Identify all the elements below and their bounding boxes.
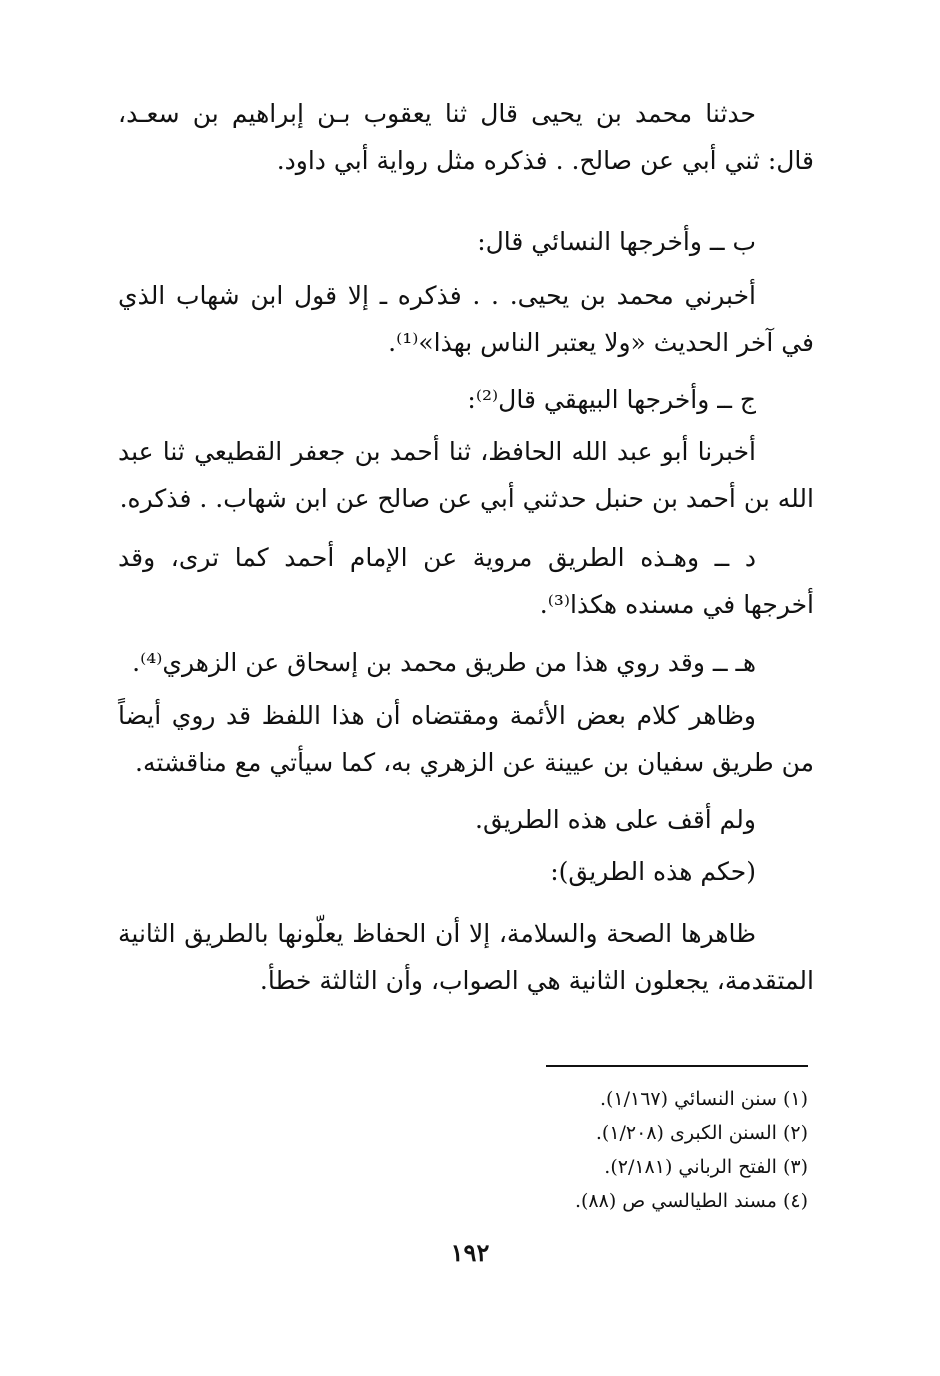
paragraph-isnad-yaqub: حدثنا محمد بن يحيى قال ثنا يعقوب بـن إبراهيم بن سعـد، قال: ثني أبي عن صالح. . فذكره مثل رواية أبي داود. — [118, 99, 814, 175]
paragraph-ahmad-musnad: د ــ وهـذه الطريق مروية عن الإمام أحمد كما ترى، وقد أخرجها في مسنده هكذا⁽³⁾. — [118, 543, 814, 619]
footnote-1: (١) سنن النسائي (١/١٦٧). — [599, 1088, 808, 1110]
paragraph-nasai-heading: ب ــ وأخرجها النسائي قال: — [477, 227, 756, 256]
footnote-3: (٣) الفتح الرباني (٢/١٨١). — [604, 1156, 808, 1178]
footnotes — [480, 1082, 808, 1218]
paragraph-bayhaqi-text: أخبرنا أبو عبد الله الحافظ، ثنا أحمد بن جعفر القطيعي ثنا عبد الله بن أحمد بن حنبل حدثني أبي عن صالح عن ابن شهاب. . فذكره. — [118, 437, 814, 513]
paragraph-bayhaqi-heading: ج ــ وأخرجها البيهقي قال⁽²⁾: — [467, 385, 756, 414]
paragraph-sufyan: وظاهر كلام بعض الأئمة ومقتضاه أن هذا اللفظ قد روي أيضاً من طريق سفيان بن عيينة عن الزهري به، كما سيأتي مع مناقشته. — [118, 701, 814, 777]
paragraph-ibn-ishaq: هـ ــ وقد روي هذا من طريق محمد بن إسحاق عن الزهري⁽⁴⁾. — [132, 648, 756, 677]
paragraph-not-found: ولم أقف على هذه الطريق. — [475, 805, 756, 834]
footnote-2: (٢) السنن الكبرى (١/٢٠٨). — [595, 1122, 808, 1144]
page-number: ١٩٢ — [450, 1238, 490, 1267]
paragraph-ruling-heading: (حكم هذه الطريق): — [550, 857, 756, 886]
paragraph-ruling-text: ظاهرها الصحة والسلامة، إلا أن الحفاظ يعلّونها بالطريق الثانية المتقدمة، يجعلون الثانية هي الصواب، وأن الثالثة خطأ. — [118, 919, 814, 995]
paragraph-nasai-text: أخبرني محمد بن يحيى. . . فذكره ـ إلا قول ابن شهاب الذي في آخر الحديث «ولا يعتبر الناس بهذا»⁽¹⁾. — [118, 281, 814, 357]
footnote-4: (٤) مسند الطيالسي ص (٨٨). — [574, 1190, 808, 1212]
footnote-separator — [546, 1065, 808, 1067]
